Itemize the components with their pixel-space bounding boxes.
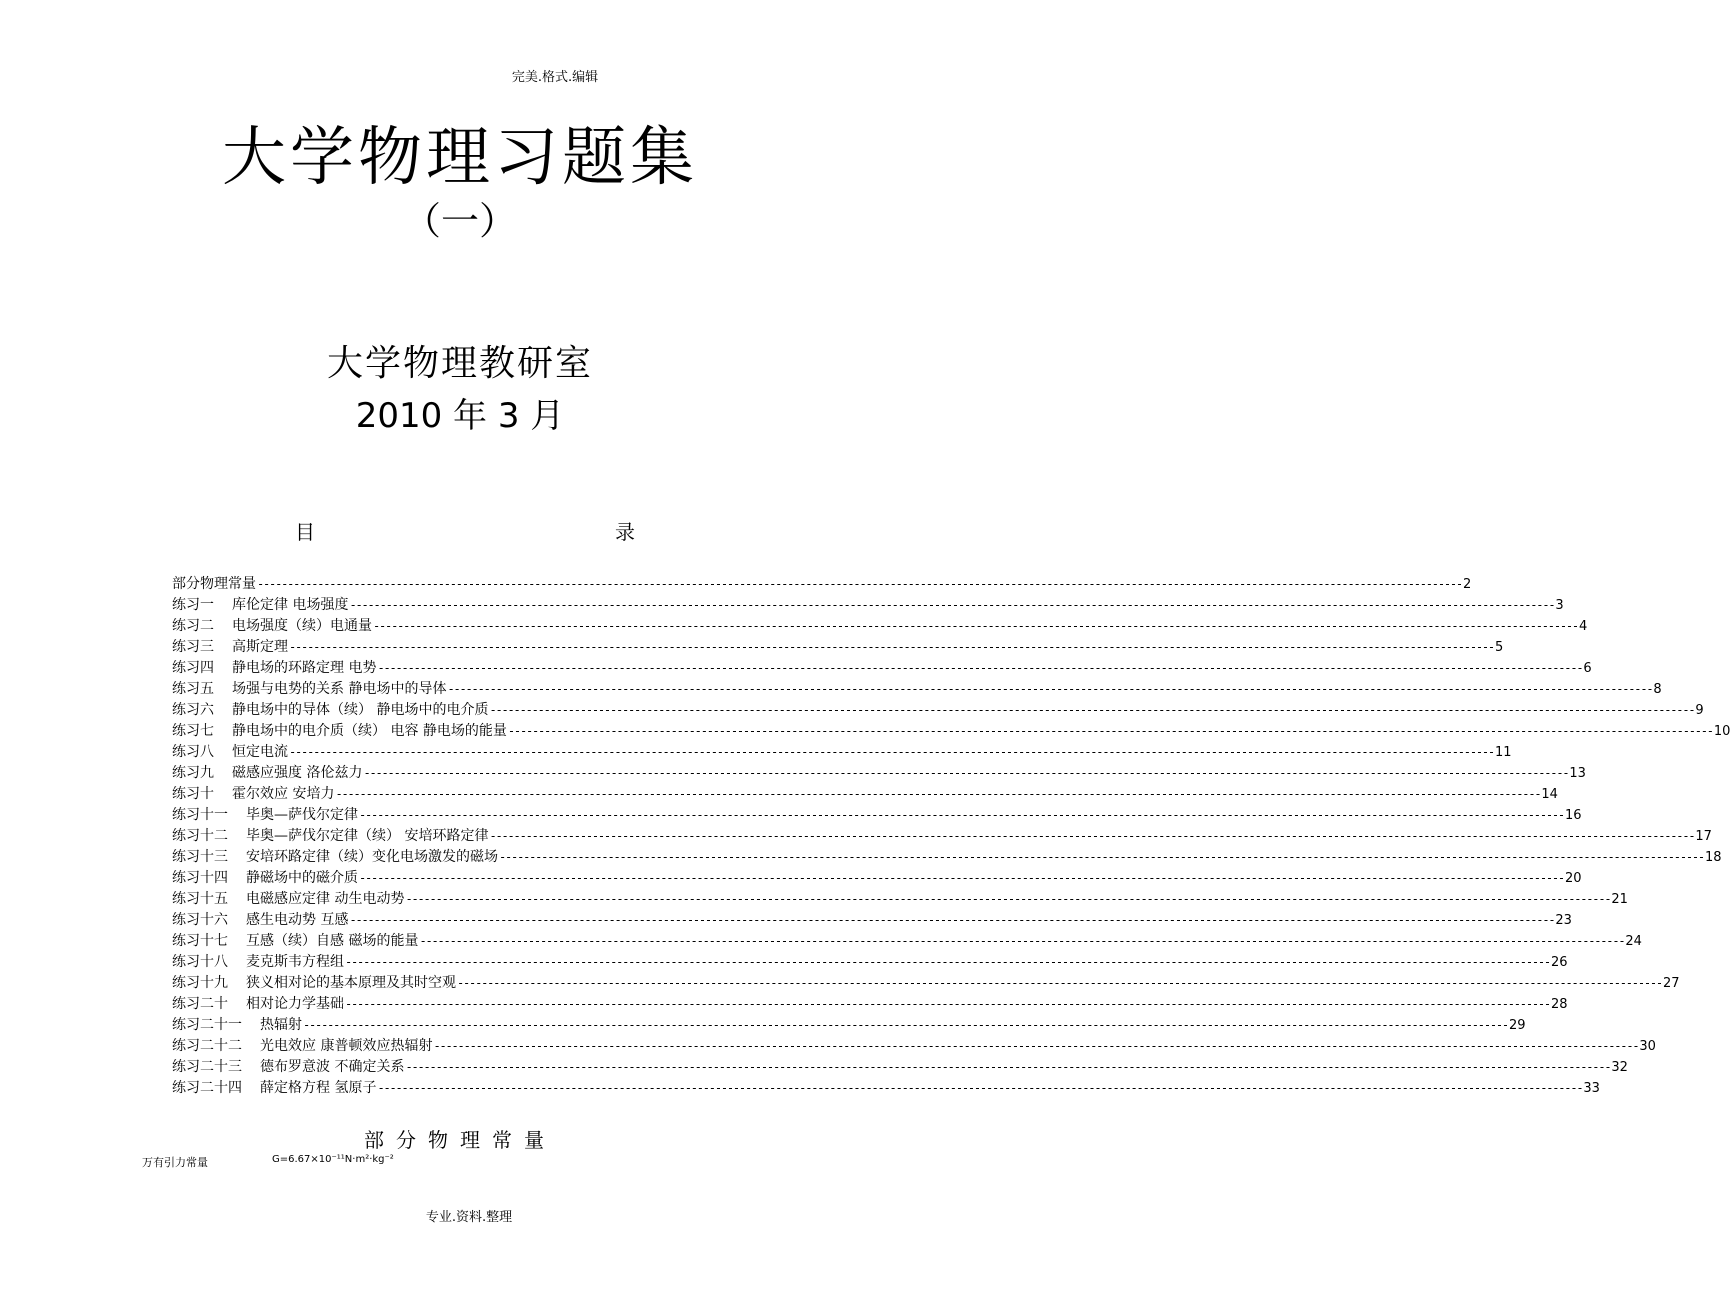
toc-entry-page: 9 bbox=[1695, 703, 1704, 718]
toc-entry-exercise: 练习五 bbox=[172, 681, 214, 697]
toc-entry-topic: 库伦定律 电场强度 bbox=[232, 597, 349, 613]
toc-entry-page: 5 bbox=[1494, 640, 1504, 655]
toc-entry[interactable] bbox=[172, 994, 1568, 1015]
toc-heading-right: 录 bbox=[615, 520, 635, 544]
toc-leader: -------------------------------------------------------------------------------------------------------------------------------------------------------------------------------------------------------- bbox=[349, 598, 1555, 612]
toc-entry-page: 14 bbox=[1541, 787, 1558, 802]
toc-entry-topic: 场强与电势的关系 静电场中的导体 bbox=[232, 681, 447, 697]
toc-entry[interactable] bbox=[172, 1015, 1526, 1036]
toc-entry-topic: 互感（续）自感 磁场的能量 bbox=[246, 933, 419, 949]
toc-entry-page: 33 bbox=[1583, 1081, 1600, 1096]
toc-leader: -------------------------------------------------------------------------------------------------------------------------------------------------------------------------------------------------------- bbox=[349, 913, 1555, 927]
toc-entry-page: 24 bbox=[1625, 934, 1642, 949]
toc-entry-page: 6 bbox=[1583, 661, 1592, 676]
toc-entry[interactable] bbox=[172, 952, 1568, 973]
document-title: 大学物理习题集 bbox=[222, 121, 698, 195]
toc-leader: -------------------------------------------------------------------------------------------------------------------------------------------------------------------------------------------------------- bbox=[489, 703, 1695, 717]
toc-entry[interactable] bbox=[172, 1078, 1600, 1099]
toc-entry-page: 27 bbox=[1662, 976, 1680, 991]
toc-leader: -------------------------------------------------------------------------------------------------------------------------------------------------------------------------------------------------------- bbox=[419, 934, 1625, 948]
toc-entry-page: 8 bbox=[1653, 682, 1662, 697]
toc-entry-topic: 恒定电流 bbox=[232, 744, 288, 760]
toc-leader: -------------------------------------------------------------------------------------------------------------------------------------------------------------------------------------------------------- bbox=[257, 577, 1462, 591]
toc-entry-page: 20 bbox=[1564, 871, 1582, 886]
toc-leader: -------------------------------------------------------------------------------------------------------------------------------------------------------------------------------------------------------- bbox=[345, 997, 1550, 1011]
toc-entry-topic: 光电效应 康普顿效应热辐射 bbox=[260, 1038, 433, 1054]
toc-entry-topic: 电场强度（续）电通量 bbox=[232, 618, 372, 634]
toc-entry-topic: 静电场的环路定理 电势 bbox=[232, 660, 377, 676]
toc-entry-topic: 霍尔效应 安培力 bbox=[232, 786, 335, 802]
toc-leader: -------------------------------------------------------------------------------------------------------------------------------------------------------------------------------------------------------- bbox=[345, 955, 1550, 969]
toc-entry[interactable] bbox=[172, 910, 1572, 931]
toc-entry-page: 2 bbox=[1462, 577, 1472, 592]
toc-entry-exercise: 练习十九 bbox=[172, 975, 228, 991]
toc-entry-topic: 相对论力学基础 bbox=[246, 996, 344, 1012]
toc-entry[interactable] bbox=[172, 658, 1592, 679]
publish-date: 2010 年 3 月 bbox=[355, 396, 565, 436]
page-footer: 专业.资料.整理 bbox=[425, 1210, 513, 1225]
toc-entry[interactable] bbox=[172, 679, 1662, 700]
toc-entry-topic: 静磁场中的磁介质 bbox=[246, 870, 358, 886]
toc-entry-page: 23 bbox=[1555, 913, 1572, 928]
toc-entry[interactable] bbox=[172, 973, 1680, 994]
toc-leader: -------------------------------------------------------------------------------------------------------------------------------------------------------------------------------------------------------- bbox=[359, 808, 1564, 822]
toc-entry[interactable] bbox=[172, 1057, 1628, 1078]
page-header: 完美.格式.编辑 bbox=[511, 70, 599, 85]
toc-entry[interactable] bbox=[172, 616, 1588, 637]
toc-entry-topic: 毕奥—萨伐尔定律（续） 安培环路定律 bbox=[246, 828, 489, 844]
toc-entry-topic: 麦克斯韦方程组 bbox=[246, 954, 344, 970]
toc-entry-topic: 安培环路定律（续）变化电场激发的磁场 bbox=[246, 849, 498, 865]
volume-number: （一） bbox=[402, 199, 517, 243]
toc-entry-exercise: 练习二十三 bbox=[172, 1059, 242, 1075]
toc-entry-exercise: 练习十六 bbox=[172, 912, 228, 928]
toc-entry-exercise: 练习十三 bbox=[172, 849, 228, 865]
toc-leader: -------------------------------------------------------------------------------------------------------------------------------------------------------------------------------------------------------- bbox=[363, 766, 1569, 780]
toc-leader: -------------------------------------------------------------------------------------------------------------------------------------------------------------------------------------------------------- bbox=[489, 829, 1695, 843]
toc-entry-topic: 德布罗意波 不确定关系 bbox=[260, 1059, 405, 1075]
toc-entry[interactable] bbox=[172, 1036, 1656, 1057]
toc-entry-exercise: 练习二 bbox=[172, 618, 214, 634]
table-of-contents bbox=[172, 574, 1730, 1099]
toc-entry[interactable] bbox=[172, 826, 1712, 847]
toc-heading-left: 目 bbox=[295, 520, 315, 544]
constants-heading: 部分物理常量 bbox=[364, 1128, 556, 1152]
toc-entry-page: 21 bbox=[1611, 892, 1628, 907]
toc-entry-page: 10 bbox=[1713, 724, 1730, 739]
toc-entry[interactable] bbox=[172, 889, 1628, 910]
toc-entry[interactable] bbox=[172, 805, 1582, 826]
toc-entry-exercise: 练习二十二 bbox=[172, 1038, 242, 1054]
toc-entry-exercise: 练习七 bbox=[172, 723, 214, 739]
toc-entry-topic: 电磁感应定律 动生电动势 bbox=[246, 891, 405, 907]
toc-entry-exercise: 练习十二 bbox=[172, 828, 228, 844]
toc-leader: -------------------------------------------------------------------------------------------------------------------------------------------------------------------------------------------------------- bbox=[433, 1039, 1639, 1053]
toc-entry[interactable] bbox=[172, 742, 1512, 763]
toc-entry-page: 28 bbox=[1550, 997, 1568, 1012]
toc-entry[interactable] bbox=[172, 868, 1582, 889]
toc-entry-topic: 狭义相对论的基本原理及其时空观 bbox=[246, 975, 456, 991]
toc-leader: -------------------------------------------------------------------------------------------------------------------------------------------------------------------------------------------------------- bbox=[303, 1018, 1508, 1032]
toc-entry-exercise: 部分物理常量 bbox=[172, 576, 256, 592]
department-name: 大学物理教研室 bbox=[326, 343, 593, 384]
toc-entry-exercise: 练习二十 bbox=[172, 996, 228, 1012]
toc-entry-exercise: 练习十 bbox=[172, 786, 214, 802]
toc-entry[interactable] bbox=[172, 700, 1704, 721]
toc-entry-exercise: 练习四 bbox=[172, 660, 214, 676]
toc-leader: -------------------------------------------------------------------------------------------------------------------------------------------------------------------------------------------------------- bbox=[405, 892, 1611, 906]
toc-leader: -------------------------------------------------------------------------------------------------------------------------------------------------------------------------------------------------------- bbox=[377, 1081, 1583, 1095]
toc-entry[interactable] bbox=[172, 637, 1504, 658]
toc-entry-page: 29 bbox=[1508, 1018, 1526, 1033]
toc-entry[interactable] bbox=[172, 574, 1472, 595]
constant-row bbox=[142, 1154, 394, 1170]
toc-entry-page: 30 bbox=[1639, 1039, 1656, 1054]
toc-entry-exercise: 练习二十四 bbox=[172, 1080, 242, 1096]
toc-leader: -------------------------------------------------------------------------------------------------------------------------------------------------------------------------------------------------------- bbox=[405, 1060, 1611, 1074]
toc-leader: -------------------------------------------------------------------------------------------------------------------------------------------------------------------------------------------------------- bbox=[289, 745, 1494, 759]
toc-entry[interactable] bbox=[172, 595, 1564, 616]
toc-entry-page: 3 bbox=[1555, 598, 1564, 613]
toc-entry-topic: 毕奥—萨伐尔定律 bbox=[246, 807, 358, 823]
toc-entry-topic: 静电场中的电介质（续） 电容 静电场的能量 bbox=[232, 723, 507, 739]
toc-leader: -------------------------------------------------------------------------------------------------------------------------------------------------------------------------------------------------------- bbox=[457, 976, 1662, 990]
toc-entry-exercise: 练习八 bbox=[172, 744, 214, 760]
toc-leader: -------------------------------------------------------------------------------------------------------------------------------------------------------------------------------------------------------- bbox=[507, 724, 1713, 738]
toc-entry[interactable] bbox=[172, 784, 1558, 805]
toc-entry-page: 16 bbox=[1564, 808, 1582, 823]
toc-entry-page: 4 bbox=[1578, 619, 1588, 634]
toc-entry-exercise: 练习十七 bbox=[172, 933, 228, 949]
toc-entry-exercise: 练习二十一 bbox=[172, 1017, 242, 1033]
toc-entry-page: 11 bbox=[1494, 745, 1512, 760]
toc-entry-page: 13 bbox=[1569, 766, 1586, 781]
toc-entry-exercise: 练习六 bbox=[172, 702, 214, 718]
toc-entry-exercise: 练习十八 bbox=[172, 954, 228, 970]
toc-entry-exercise: 练习十一 bbox=[172, 807, 228, 823]
toc-entry-topic: 高斯定理 bbox=[232, 639, 288, 655]
toc-leader: -------------------------------------------------------------------------------------------------------------------------------------------------------------------------------------------------------- bbox=[373, 619, 1578, 633]
toc-leader: -------------------------------------------------------------------------------------------------------------------------------------------------------------------------------------------------------- bbox=[359, 871, 1564, 885]
toc-leader: -------------------------------------------------------------------------------------------------------------------------------------------------------------------------------------------------------- bbox=[335, 787, 1541, 801]
toc-leader: -------------------------------------------------------------------------------------------------------------------------------------------------------------------------------------------------------- bbox=[289, 640, 1494, 654]
toc-entry[interactable] bbox=[172, 931, 1642, 952]
toc-entry-page: 32 bbox=[1611, 1060, 1628, 1075]
toc-entry-page: 18 bbox=[1704, 850, 1722, 865]
toc-heading bbox=[295, 516, 635, 545]
constant-value: G=6.67×10⁻¹¹N·m²·kg⁻² bbox=[272, 1154, 394, 1165]
toc-leader: -------------------------------------------------------------------------------------------------------------------------------------------------------------------------------------------------------- bbox=[499, 850, 1704, 864]
toc-entry-topic: 薛定格方程 氢原子 bbox=[260, 1080, 377, 1096]
toc-entry-topic: 热辐射 bbox=[260, 1017, 302, 1033]
toc-entry[interactable] bbox=[172, 847, 1722, 868]
toc-entry-exercise: 练习九 bbox=[172, 765, 214, 781]
toc-entry-topic: 感生电动势 互感 bbox=[246, 912, 349, 928]
toc-leader: -------------------------------------------------------------------------------------------------------------------------------------------------------------------------------------------------------- bbox=[377, 661, 1583, 675]
toc-entry-exercise: 练习十四 bbox=[172, 870, 228, 886]
toc-entry-exercise: 练习三 bbox=[172, 639, 214, 655]
toc-entry-page: 26 bbox=[1550, 955, 1568, 970]
toc-entry-exercise: 练习一 bbox=[172, 597, 214, 613]
toc-entry[interactable] bbox=[172, 763, 1586, 784]
toc-leader: -------------------------------------------------------------------------------------------------------------------------------------------------------------------------------------------------------- bbox=[447, 682, 1653, 696]
toc-entry[interactable] bbox=[172, 721, 1730, 742]
constant-name: 万有引力常量 bbox=[142, 1156, 208, 1169]
toc-entry-exercise: 练习十五 bbox=[172, 891, 228, 907]
toc-entry-page: 17 bbox=[1695, 829, 1712, 844]
toc-entry-topic: 磁感应强度 洛伦兹力 bbox=[232, 765, 363, 781]
toc-entry-topic: 静电场中的导体（续） 静电场中的电介质 bbox=[232, 702, 489, 718]
